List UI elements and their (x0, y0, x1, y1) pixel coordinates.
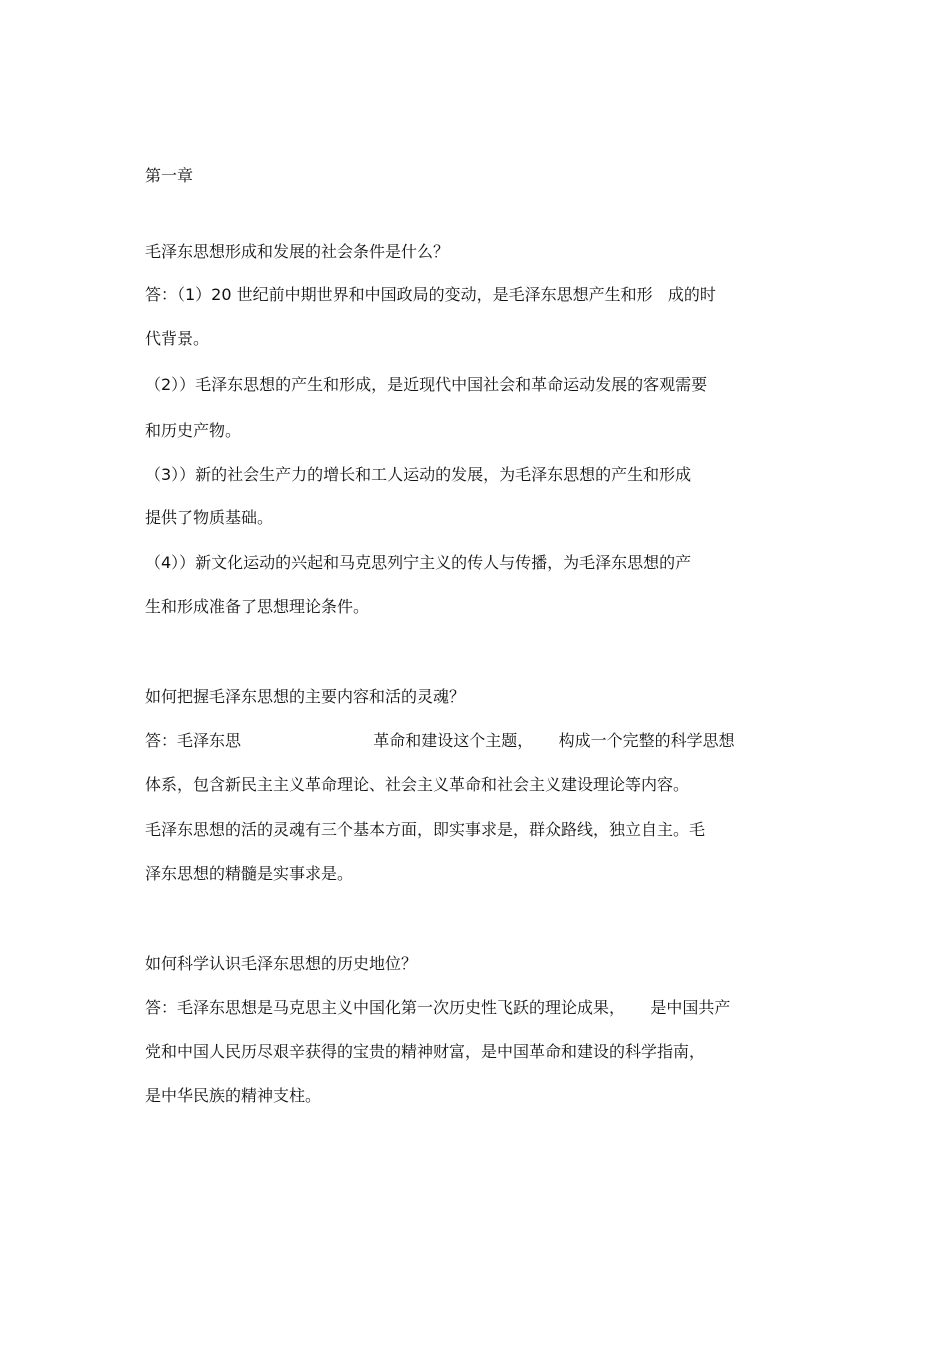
answer-1-line-1: 答：（1）20 世纪前中期世界和中国政局的变动，是毛泽东思想产生和形 成的时 (145, 285, 716, 304)
answer-1-line-5: （3））新的社会生产力的增长和工人运动的发展，为毛泽东思想的产生和形成 (145, 465, 692, 484)
question-2-title: 如何把握毛泽东思想的主要内容和活的灵魂？ (145, 687, 466, 706)
answer-1-line-4: 和历史产物。 (145, 421, 242, 440)
question-3-title: 如何科学认识毛泽东思想的历史地位？ (145, 954, 418, 973)
answer-1-line-3: （2））毛泽东思想的产生和形成，是近现代中国社会和革命运动发展的客观需要 (145, 375, 708, 394)
answer-2-line-4: 泽东思想的精髓是实事求是。 (145, 864, 354, 883)
answer-2-line-2: 体系，包含新民主主义革命理论、社会主义革命和社会主义建设理论等内容。 (145, 775, 690, 794)
answer-1-line-7: （4））新文化运动的兴起和马克思列宁主义的传人与传播，为毛泽东思想的产 (145, 553, 692, 572)
answer-3-line-2: 党和中国人民历尽艰辛获得的宝贵的精神财富，是中国革命和建设的科学指南， (145, 1042, 706, 1061)
answer-1-line-2: 代背景。 (145, 329, 210, 348)
answer-1-line-8: 生和形成准备了思想理论条件。 (145, 597, 370, 616)
answer-3-line-3: 是中华民族的精神支柱。 (145, 1086, 322, 1105)
answer-2-line-1: 答：毛泽东思 革命和建设这个主题， 构成一个完整的科学思想 (145, 731, 735, 750)
answer-3-line-1: 答：毛泽东思想是马克思主义中国化第一次历史性飞跃的理论成果， 是中国共产 (145, 998, 731, 1017)
answer-1-line-6: 提供了物质基础。 (145, 508, 274, 527)
chapter-title: 第一章 (145, 166, 194, 185)
answer-2-line-3: 毛泽东思想的活的灵魂有三个基本方面，即实事求是，群众路线，独立自主。毛 (145, 820, 706, 839)
question-1-title: 毛泽东思想形成和发展的社会条件是什么？ (145, 242, 450, 261)
